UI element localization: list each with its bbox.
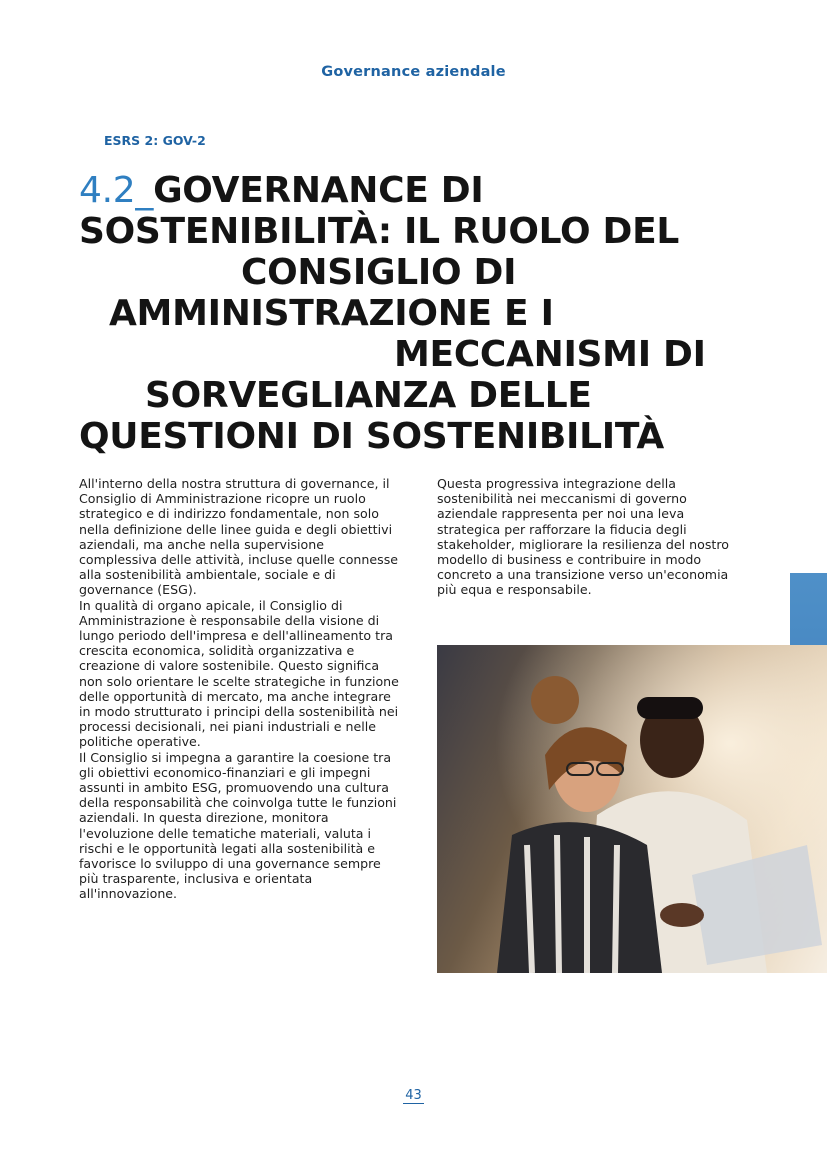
body-paragraph: Questa progressiva integrazione della sostenibilità nei meccanismi di governo aziendale rappresenta per noi una leva strategica per rafforzare la fiducia degli stakeholder, migliorare la resilienza del nostro modello di business e contribuire in modo concreto a una transizione verso un'economia più equa e responsabile. — [437, 476, 729, 598]
body-right-column — [437, 476, 737, 598]
title-line-1: GOVERNANCE DI — [153, 170, 484, 211]
page-title — [79, 170, 759, 457]
esrs-tag: ESRS 2: GOV-2 — [104, 133, 206, 148]
page-number — [0, 1088, 827, 1103]
title-line-5: MECCANISMI DI — [394, 334, 706, 375]
team-photo — [437, 645, 827, 973]
title-line-6: SORVEGLIANZA DELLE — [145, 375, 592, 416]
page-number-value: 43 — [405, 1088, 422, 1103]
title-line-2: SOSTENIBILITÀ: IL RUOLO DEL — [79, 211, 680, 252]
title-number: 4.2_ — [79, 170, 154, 211]
section-header: Governance aziendale — [321, 64, 506, 80]
team-photo-illustration — [437, 645, 827, 973]
title-line-4: AMMINISTRAZIONE E I — [109, 293, 554, 334]
body-paragraph: All'interno della nostra struttura di governance, il Consiglio di Amministrazione ricopre un ruolo strategico e di indirizzo fondamentale, non solo nella definizione delle linee guida e degli obiettivi aziendali, ma anche nella supervisione complessiva delle attività, incluse quelle connesse alla sostenibilità ambientale, sociale e di governance (ESG). — [79, 476, 399, 598]
body-left-column — [79, 476, 399, 902]
title-line-3: CONSIGLIO DI — [241, 252, 517, 293]
body-paragraph: In qualità di organo apicale, il Consiglio di Amministrazione è responsabile della visione di lungo periodo dell'impresa e dell'allineamento tra crescita economica, solidità organizzativa e creazione di valore sostenibile. Questo significa non solo orientare le scelte strategiche in funzione delle opportunità di mercato, ma anche integrare in modo strutturato i principi della sostenibilità nei processi decisionali, nei piani industriali e nelle politiche operative. — [79, 597, 399, 750]
title-line-7: QUESTIONI DI SOSTENIBILITÀ — [79, 416, 664, 457]
body-paragraph: Il Consiglio si impegna a garantire la coesione tra gli obiettivi economico-finanziari e gli impegni assunti in ambito ESG, promuovendo una cultura della responsabilità che coinvolga tutte le funzioni aziendali. In questa direzione, monitora l'evoluzione delle tematiche materiali, valuta i rischi e le opportunità legati alla sostenibilità e favorisce lo sviluppo di una governance sempre più trasparente, inclusiva e orientata all'innovazione. — [79, 749, 397, 902]
